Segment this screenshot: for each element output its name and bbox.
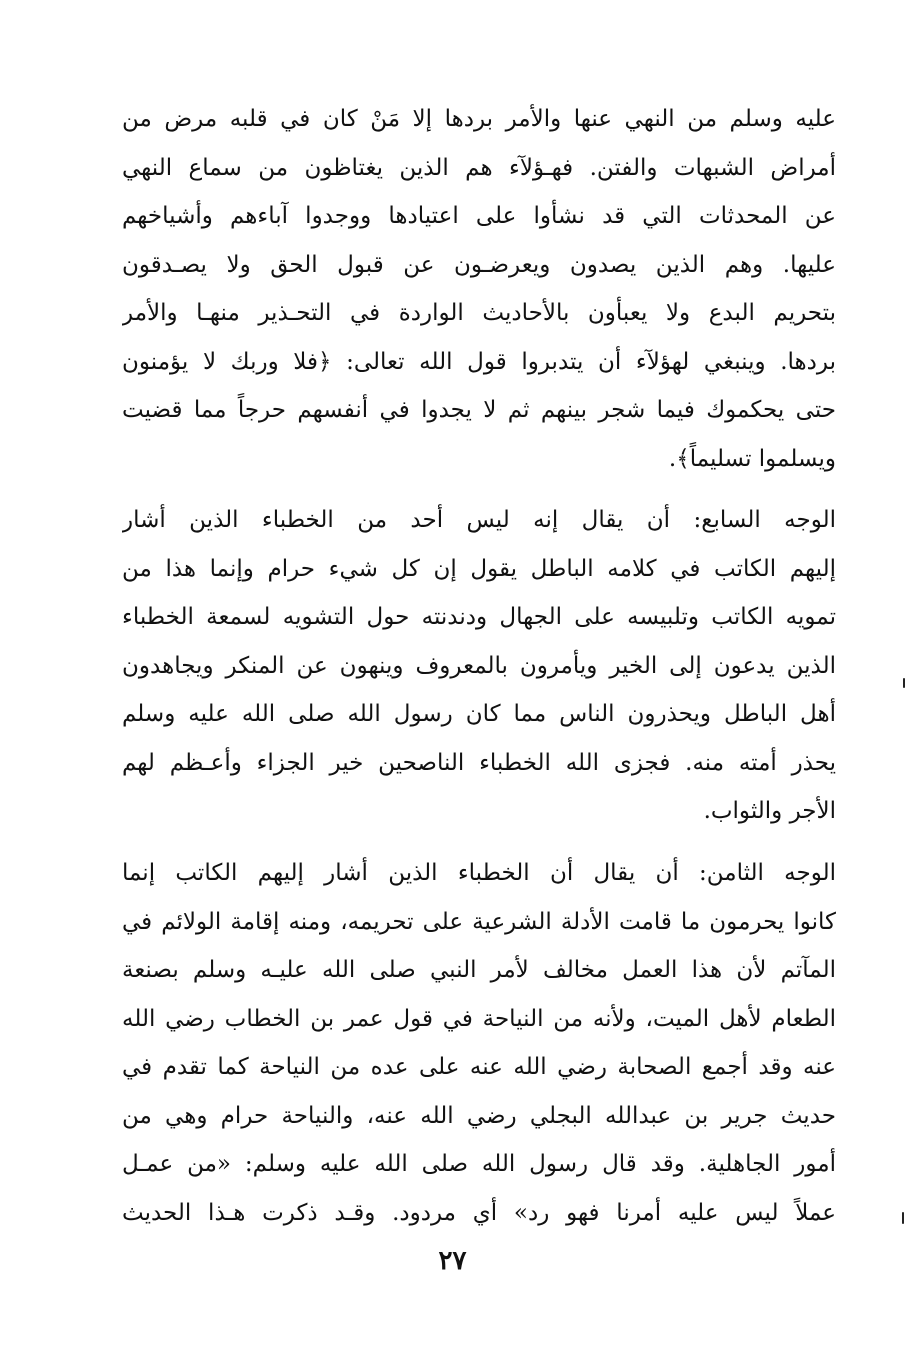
text-line: يحذر أمته منه. فجزى الله الخطباء الناصحين خير الجزاء وأعـظم لهم [122, 749, 836, 776]
text-line: الأجر والثواب. [703, 798, 836, 824]
text-line: ويسلموا تسليماً﴾. [668, 445, 836, 472]
text-line: أمور الجاهلية. وقد قال رسول الله صلى الله عليه وسلم: «من عمـل [122, 1151, 836, 1177]
text-line: حتى يحكموك فيما شجر بينهم ثم لا يجدوا في أنفسهم حرجاً مما قضيت [122, 397, 836, 423]
text-line: الذين يدعون إلى الخير ويأمرون بالمعروف وينهون عن المنكر ويجاهدون [122, 652, 836, 679]
scan-speck [902, 1212, 904, 1224]
text-line: بتحريم البدع ولا يعبأون بالأحاديث الواردة في التحـذير منهـا والأمر [122, 300, 836, 326]
text-line: أمراض الشبهات والفتن. فهـؤلآء هم الذين يغتاظون من سماع النهي [122, 154, 836, 181]
paragraph-1 [122, 95, 836, 483]
text-line: عملاً ليس عليه أمرنا فهو رد» أي مردود. وقـد ذكرت هـذا الحديث [122, 1199, 836, 1226]
text-line: الطعام لأهل الميت، ولأنه من النياحة في قول عمر بن الخطاب رضي الله [122, 1005, 836, 1032]
text-line: المآتم لأن هذا العمل مخالف لأمر النبي صلى الله عليـه وسلم بصنعة [122, 957, 836, 983]
text-line: كانوا يحرمون ما قامت الأدلة الشرعية على تحريمه، ومنه إقامة الولائم في [122, 908, 836, 935]
text-line: عليها. وهم الذين يصدون ويعرضـون عن قبول الحق ولا يصـدقون [122, 251, 836, 278]
text-line: أهل الباطل ويحذرون الناس مما كان رسول الله صلى الله عليه وسلم [122, 701, 836, 727]
page-number: ٢٧ [438, 1246, 467, 1276]
text-line: عن المحدثات التي قد نشأوا على اعتيادها ووجدوا آباءهم وأشياخهم [122, 203, 836, 229]
text-line: عنه وقد أجمع الصحابة رضي الله عنه على عده من النياحة كما تقدم في [122, 1054, 836, 1080]
text-line: الوجه الثامن: أن يقال أن الخطباء الذين أشار إليهم الكاتب إنما [122, 860, 836, 886]
text-line: الوجه السابع: أن يقال إنه ليس أحد من الخطباء الذين أشار [122, 507, 836, 533]
paragraph-2 [122, 496, 836, 836]
text-line: بردها. وينبغي لهؤلآء أن يتدبروا قول الله تعالى: ﴿فلا وربك لا يؤمنون [122, 348, 836, 375]
text-line: تمويه الكاتب وتلبيسه على الجهال ودندنته حول التشويه لسمعة الخطباء [122, 604, 836, 630]
text-line: عليه وسلم من النهي عنها والأمر بردها إلا مَنْ كان في قلبه مرض من [122, 106, 836, 132]
text-line: حديث جرير بن عبدالله البجلي رضي الله عنه، والنياحة حرام وهي من [122, 1102, 836, 1129]
paragraph-3 [122, 849, 836, 1237]
text-line: إليهم الكاتب في كلامه الباطل يقول إن كل شيء حرام وإنما هذا من [122, 555, 836, 582]
